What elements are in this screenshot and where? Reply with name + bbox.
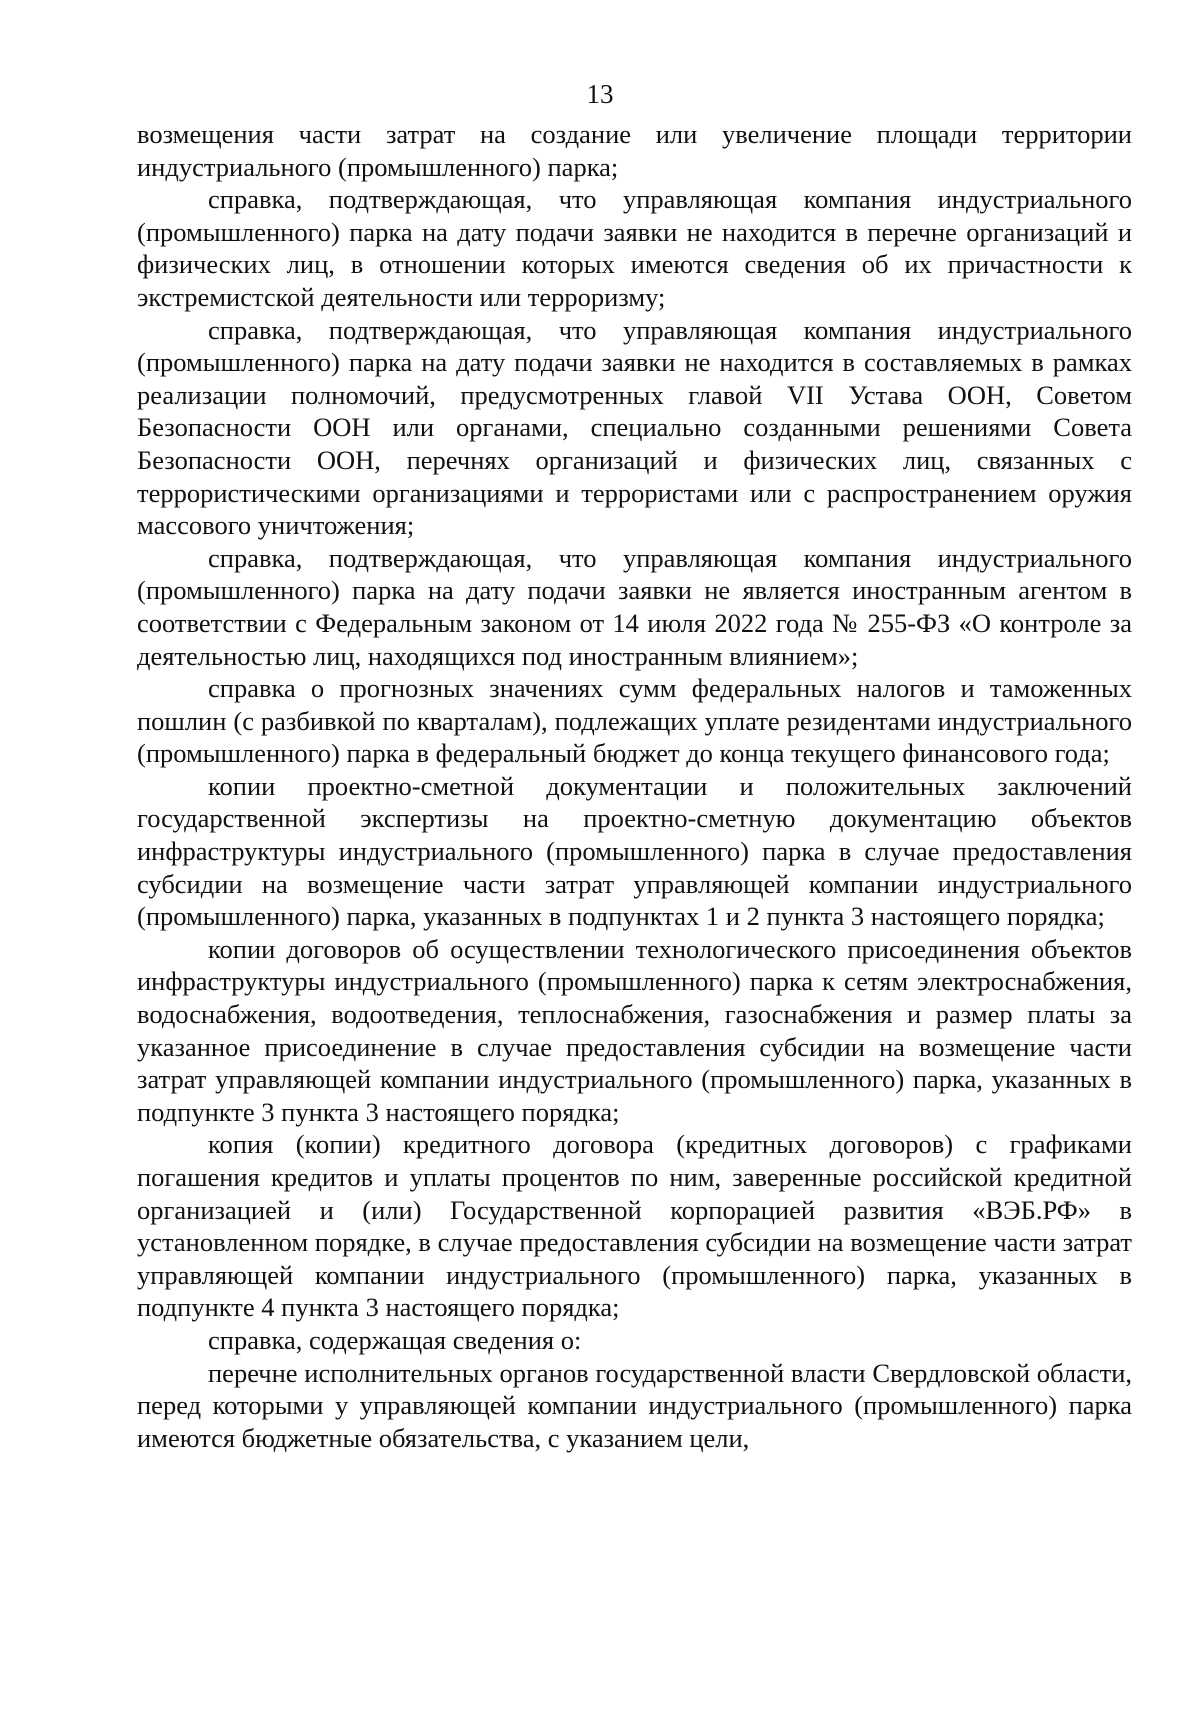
paragraph-tax-forecast-certificate: справка о прогнозных значениях сумм федеральных налогов и таможенных пошлин (с разбивкой по кварталам), подлежащих уплате резидентами индустриального (промышленного) парка в федеральный бюджет до конца текущего финансового года;	[137, 673, 1132, 769]
paragraph-connection-contract-copies: копии договоров об осуществлении технологического присоединения объектов инфраструктуры индустриального (промышленного) парка к сетям электроснабжения, водоснабжения, водоотведения, теплоснабжения, газоснабжения и размер платы за указанное присоединение в случае предоставления субсидии на возмещение части затрат управляющей компании индустриального (промышленного) парка, указанных в подпункте 3 пункта 3 настоящего порядка;	[137, 933, 1132, 1127]
paragraph-design-documentation-copies: копии проектно-сметной документации и положительных заключений государственной экспертизы на проектно-сметную документацию объектов инфраструктуры индустриального (промышленного) парка в случае предоставления субсидии на возмещение части затрат управляющей компании индустриального (промышленного) парка, указанных в подпунктах 1 и 2 пункта 3 настоящего порядка;	[137, 770, 1132, 932]
paragraph-un-sanctions-certificate: справка, подтверждающая, что управляющая компания индустриального (промышленного) парка на дату подачи заявки не находится в составляемых в рамках реализации полномочий, предусмотренных главой VII Устава ООН, Советом Безопасности ООН или органами, специально созданными решениями Совета Безопасности ООН, перечнях организаций и физических лиц, связанных с террористическими организациями и террористами или с распространением оружия массового уничтожения;	[137, 314, 1132, 541]
paragraph-extremism-certificate: справка, подтверждающая, что управляющая компания индустриального (промышленного) парка на дату подачи заявки не находится в перечне организаций и физических лиц, в отношении которых имеются сведения об их причастности к экстремистской деятельности или терроризму;	[137, 184, 1132, 312]
document-body	[137, 118, 1132, 1454]
paragraph-foreign-agent-certificate: справка, подтверждающая, что управляющая компания индустриального (промышленного) парка на дату подачи заявки не является иностранным агентом в соответствии с Федеральным законом от 14 июля 2022 года № 255-ФЗ «О контроле за деятельностью лиц, находящихся под иностранным влиянием»;	[137, 542, 1132, 671]
paragraph-park-area-cost: возмещения части затрат на создание или увеличение площади территории индустриального (промышленного) парка;	[137, 119, 1132, 182]
paragraph-information-certificate: справка, содержащая сведения о:	[208, 1324, 582, 1355]
paragraph-credit-agreement-copies: копия (копии) кредитного договора (кредитных договоров) с графиками погашения кредитов и уплаты процентов по ним, заверенные российской кредитной организацией и (или) Государственной корпорацией развития «ВЭБ.РФ» в установленном порядке, в случае предоставления субсидии на возмещение части затрат управляющей компании индустриального (промышленного) парка, указанных в подпункте 4 пункта 3 настоящего порядка;	[137, 1129, 1132, 1323]
page-number: 13	[586, 79, 614, 109]
paragraph-executive-bodies-list: перечне исполнительных органов государственной власти Свердловской области, перед которыми у управляющей компании индустриального (промышленного) парка имеются бюджетные обязательства, с указанием цели,	[137, 1357, 1132, 1453]
